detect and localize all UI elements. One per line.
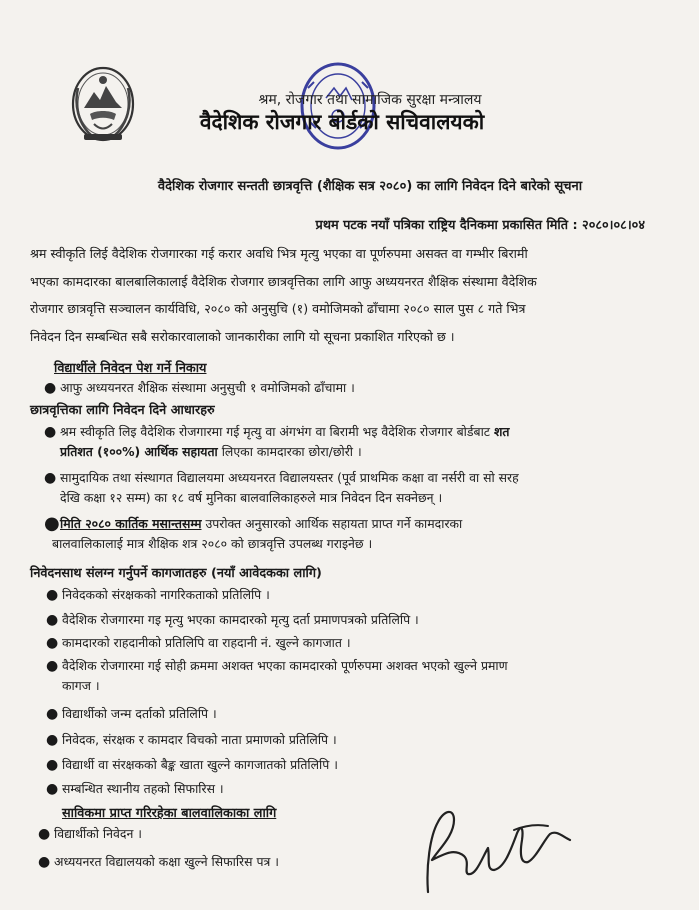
bullet-icon: ●	[44, 470, 57, 486]
bullet-icon: ●	[46, 635, 59, 651]
section-heading-existing-recipients: साविकमा प्राप्त गरिरहेका बालवालिकाका लागि	[62, 806, 277, 821]
list-item: ● विद्यार्थीको जन्म दर्ताको प्रतिलिपि ।	[46, 706, 217, 722]
bullet-icon: ●	[46, 781, 59, 797]
list-item: ● अध्ययनरत विद्यालयको कक्षा खुल्ने सिफारिस पत्र ।	[38, 854, 279, 870]
bullet-icon: ●	[46, 706, 59, 722]
bullet-icon: ●	[46, 587, 59, 603]
list-item: ● विद्यार्थी वा संरक्षकको बैङ्क खाता खुल्ने कागजातको प्रतिलिपि ।	[46, 757, 338, 773]
bullet-icon: ●	[44, 513, 60, 534]
list-item: ● मिति २०८० कार्तिक मसान्तसम्म उपरोक्त अनुसारको आर्थिक सहायता प्राप्त गर्ने कामदारका बालवालिकालाई मात्र शैक्षिक शत्र २०८० को छात्रवृत्ति उपलब्ध गराइनेछ ।	[44, 513, 463, 551]
signature-icon	[424, 796, 574, 900]
bullet-icon: ●	[46, 658, 59, 674]
intro-line: भएका कामदारका बालबालिकालाई वैदेशिक रोजगार छात्रवृत्तिका लागि आफु अध्ययनरत शैक्षिक संस्थामा वैदेशिक	[30, 273, 537, 289]
intro-line: रोजगार छात्रवृत्ति सञ्चालन कार्यविधि, २०८० को अनुसुचि (१) वमोजिमको ढाँचामा २०८० साल पुस ८ गते भित्र	[30, 301, 526, 316]
intro-line: श्रम स्वीकृति लिई वैदेशिक रोजगारका गई करार अवधि भित्र मृत्यु भएका वा पूर्णरुपमा असक्त वा गम्भीर बिरामी	[30, 246, 528, 261]
secretariat-name: वैदेशिक रोजगार बोर्डको सचिवालयको	[199, 110, 485, 134]
ministry-name: श्रम, रोजगार तथा सामाजिक सुरक्षा मन्त्रालय	[258, 92, 482, 108]
notice-title: वैदेशिक रोजगार सन्तती छात्रवृत्ति (शैक्षिक सत्र २०८०) का लागि निवेदन दिने बारेको सूचना	[157, 179, 583, 194]
list-item: ● सम्बन्धित स्थानीय तहको सिफारिस ।	[46, 781, 224, 797]
bullet-icon: ●	[46, 732, 59, 748]
bullet-icon: ●	[46, 757, 59, 773]
list-item: ● श्रम स्वीकृति लिइ वैदेशिक रोजगारमा गई मृत्यु वा अंगभंग वा बिरामी भइ वैदेशिक रोजगार बोर्डबाट शत प्रतिशत (१००%) आर्थिक सहायता लिएका कामदारका छोरा/छोरी ।	[44, 424, 510, 459]
list-item: ● आफु अध्ययनरत शैक्षिक संस्थामा अनुसुची १ वमोजिमको ढाँचामा ।	[44, 380, 355, 396]
list-item: ● कामदारको राहदानीको प्रतिलिपि वा राहदानी नं. खुल्ने कागजात ।	[46, 635, 351, 651]
bullet-icon: ●	[44, 380, 57, 396]
bullet-icon: ●	[38, 826, 51, 842]
list-item: ● निवेदक, संरक्षक र कामदार विचको नाता प्रमाणको प्रतिलिपि ।	[46, 732, 337, 748]
intro-paragraph	[30, 240, 642, 350]
section-heading-required-documents: निवेदनसाथ संलग्न गर्नुपर्ने कागजातहरु (नयाँ आवेदकका लागि)	[30, 566, 322, 581]
list-item: ● विद्यार्थीको निवेदन ।	[38, 826, 142, 842]
intro-line: निवेदन दिन सम्बन्धित सबै सरोकारवालाको जानकारीका लागि यो सूचना प्रकाशित गरिएको छ ।	[30, 328, 455, 344]
list-item: ● वैदेशिक रोजगारमा गइ मृत्यु भएका कामदारको मृत्यु दर्ता प्रमाणपत्रको प्रतिलिपि ।	[46, 612, 419, 628]
list-item: ● वैदेशिक रोजगारमा गई सोही क्रममा अशक्त भएका कामदारको पूर्णरुपमा अशक्त भएको खुल्ने प्रमाण कागज ।	[46, 658, 508, 693]
section-heading-submission-body: विद्यार्थीले निवेदन पेश गर्ने निकाय	[54, 361, 207, 376]
section-heading-eligibility: छात्रवृत्तिका लागि निवेदन दिने आधारहरु	[30, 403, 215, 418]
publication-date: प्रथम पटक नयाँ पत्रिका राष्ट्रिय दैनिकमा प्रकासित मिति : २०८०।०८।०४	[315, 218, 645, 233]
bullet-icon: ●	[44, 424, 57, 440]
list-item: ● सामुदायिक तथा संस्थागत विद्यालयमा अध्ययनरत विद्यालयस्तर (पूर्व प्राथमिक कक्षा वा नर्सरी वा सो सरह देखि कक्षा १२ सम्म) का १८ वर्ष मुनिका बालवालिकाहरुले मात्र निवेदन दिन सक्नेछन् ।	[44, 470, 519, 505]
bullet-icon: ●	[38, 854, 51, 870]
list-item: ● निवेदकको संरक्षकको नागरिकताको प्रतिलिपि ।	[46, 587, 270, 603]
bullet-icon: ●	[46, 612, 59, 628]
nepal-emblem-icon	[70, 64, 136, 146]
